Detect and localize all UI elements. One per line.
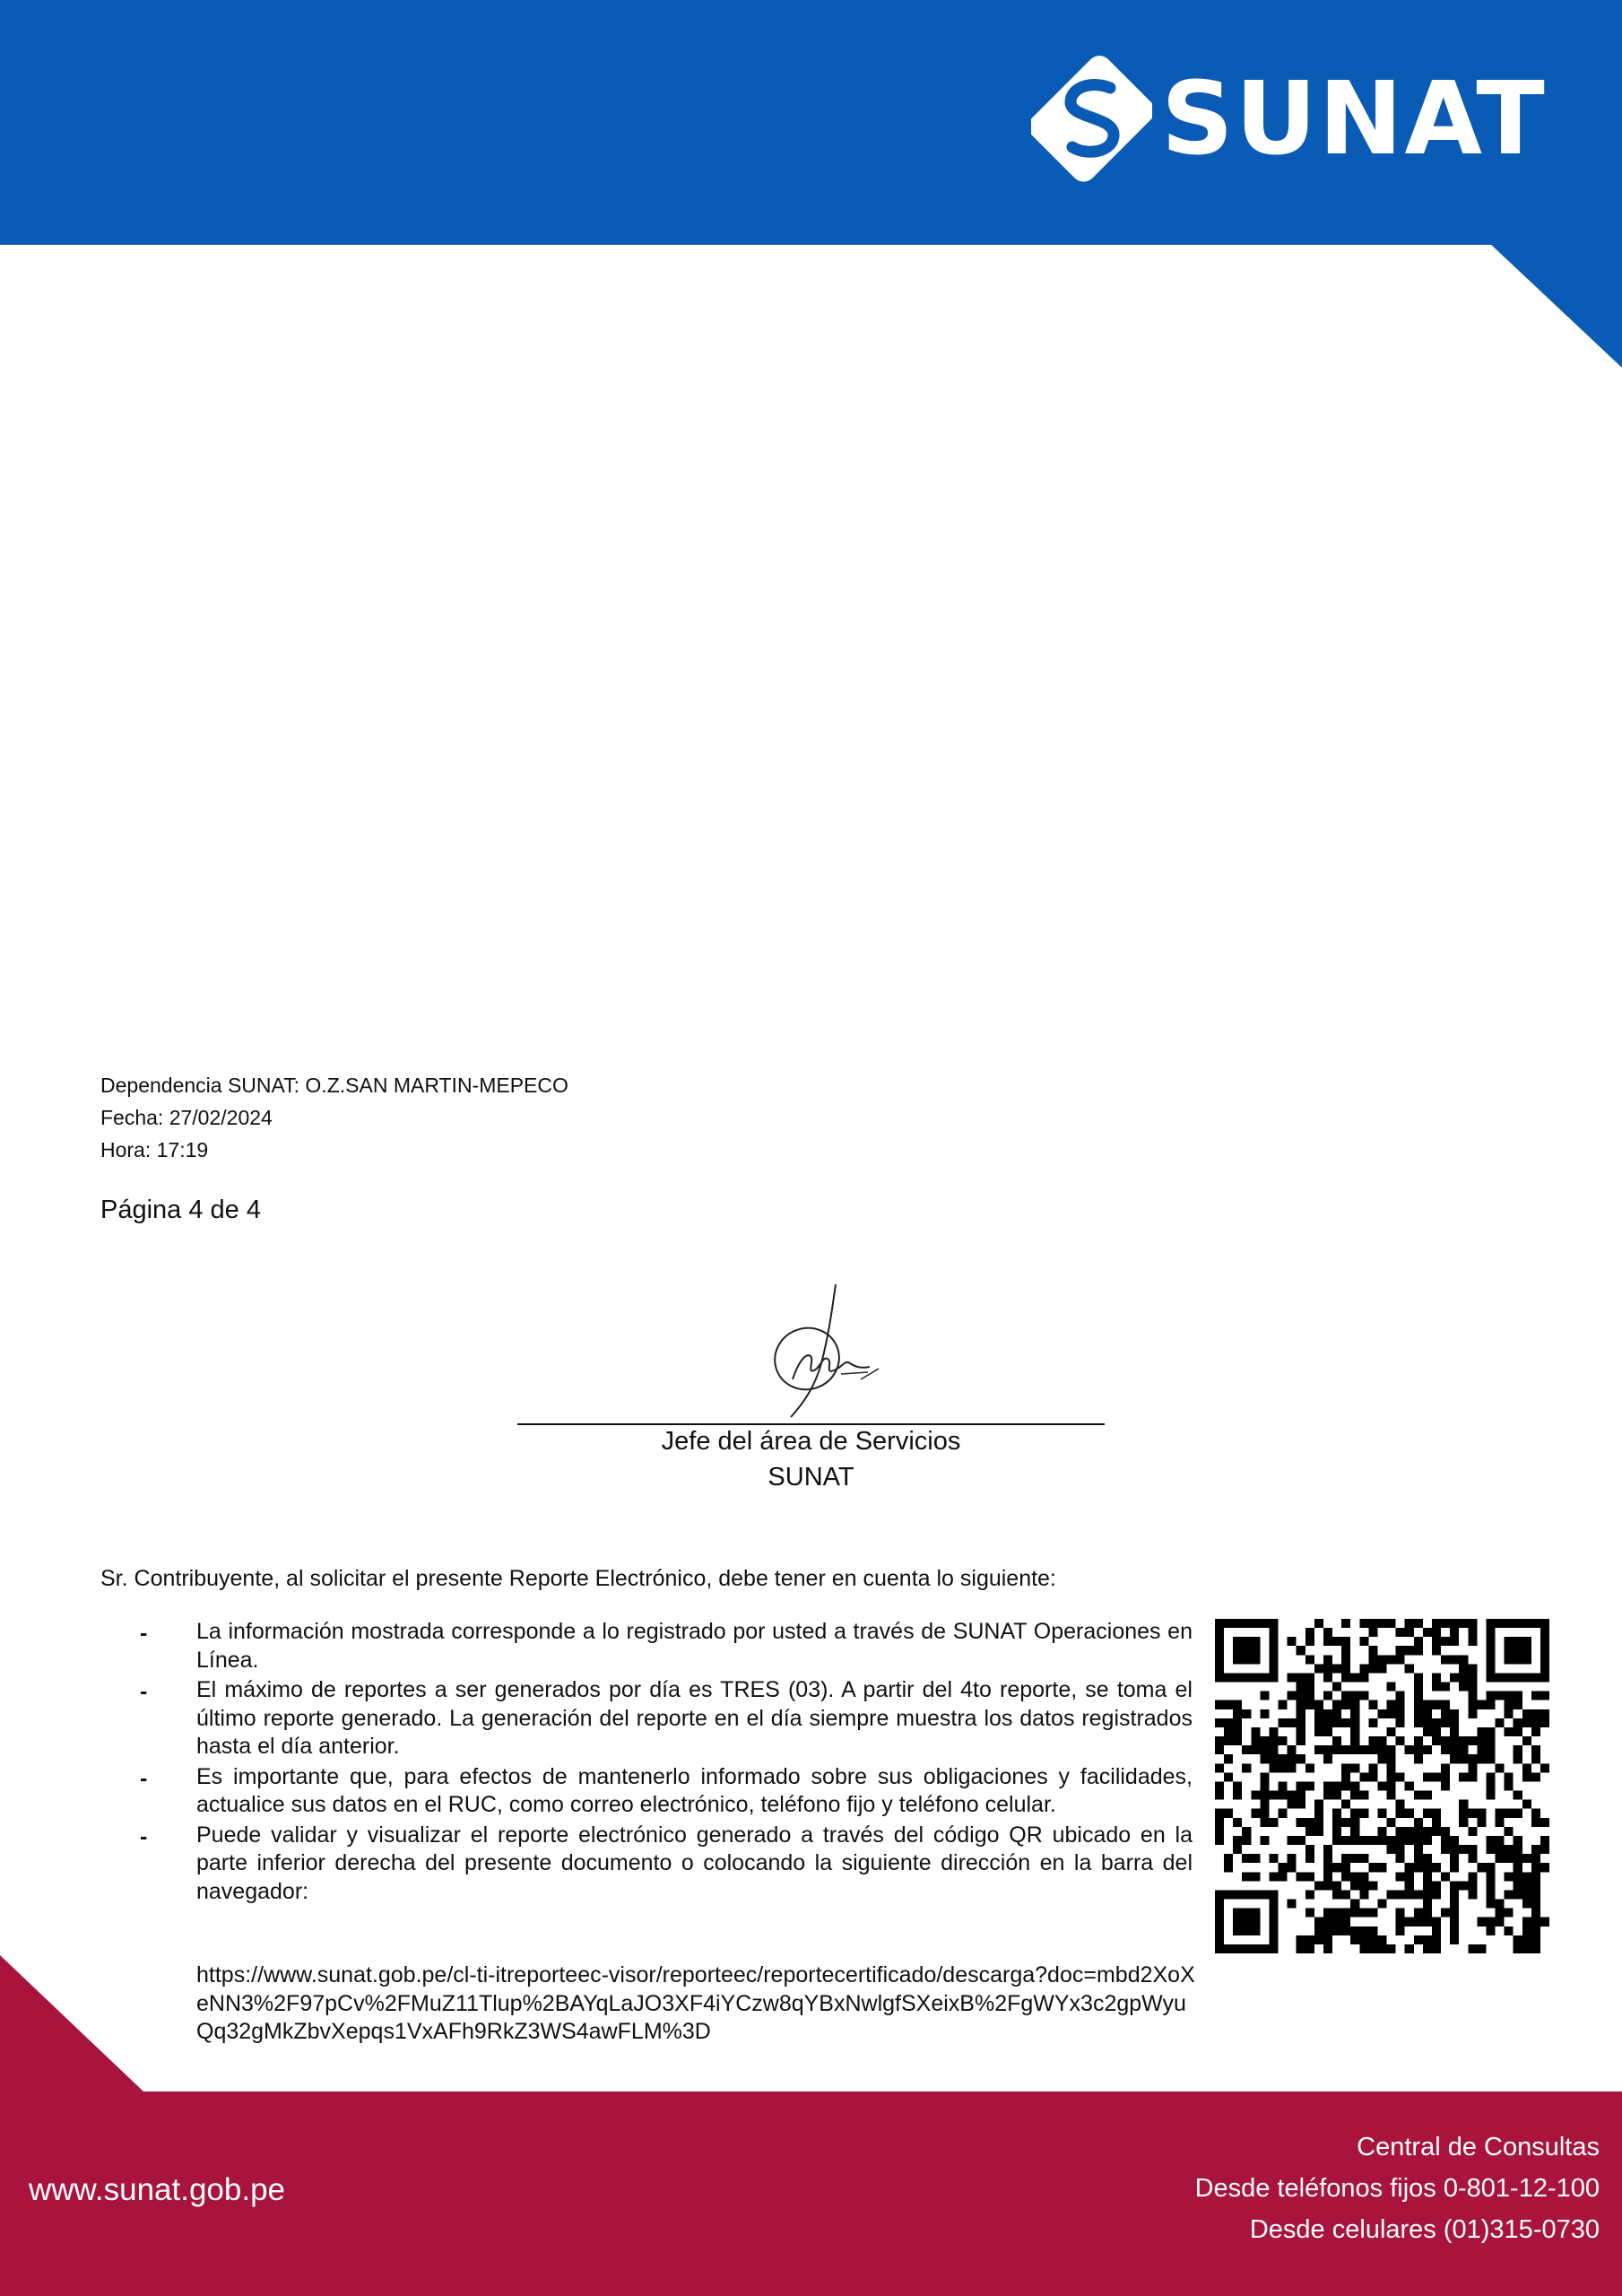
footer-central-label: Central de Consultas — [1357, 2133, 1600, 2161]
hora-text: Hora: 17:19 — [100, 1138, 209, 1161]
footer-website-link[interactable]: www.sunat.gob.pe — [29, 2172, 286, 2207]
page-number: Página 4 de 4 — [100, 1196, 261, 1224]
footer-phone-fixed: Desde teléfonos fijos 0-801-12-100 — [1194, 2174, 1600, 2203]
list-item-text: La información mostrada corresponde a lo registrado por usted a través de SUNAT Operaciones en Línea. — [196, 1619, 1193, 1673]
signature-title: Jefe del área de Servicios — [661, 1427, 961, 1456]
signature-org: SUNAT — [768, 1463, 854, 1492]
signature-image — [735, 1274, 897, 1426]
sunat-logo-text: SUNAT — [1161, 61, 1547, 178]
fecha-text: Fecha: 27/02/2024 — [100, 1106, 273, 1129]
signature-line — [517, 1423, 1105, 1425]
list-item — [100, 1822, 1193, 1907]
bullet-dash: - — [140, 1679, 148, 1704]
footer-band — [0, 1955, 1622, 2296]
validation-url[interactable]: https://www.sunat.gob.pe/cl-ti-itreporteec-visor/reporteec/reportecertificado/descarga?doc=mbd2XoXeNN3%2F97pCv%2FMuZ11Tlup%2BAYqLaJO3XF4iYCzw8qYBxNwlgfSXeixB%2FgWYx3c2gpWyuQq32gMkZbvXepqs1VxAFh9RkZ3WS4awFLM%3D — [196, 1962, 1195, 2044]
list-item-text: Es importante que, para efectos de mantenerlo informado sobre sus obligaciones y facilidades, actualice sus datos en el RUC, como correo electrónico, teléfono fijo y teléfono celular. — [196, 1763, 1193, 1817]
bullet-dash: - — [140, 1823, 148, 1849]
sunat-logo-icon — [1031, 45, 1152, 193]
footer-phone-mobile: Desde celulares (01)315-0730 — [1249, 2215, 1600, 2244]
qr-code-icon[interactable] — [1215, 1619, 1549, 1953]
list-item-text: El máximo de reportes a ser generados por día es TRES (03). A partir del 4to reporte, se toma el último reporte generado. La generación del reporte en el día siempre muestra los datos registrados hasta el día anterior. — [196, 1677, 1193, 1759]
notice-intro: Sr. Contribuyente, al solicitar el presente Reporte Electrónico, debe tener en cuenta lo siguiente: — [100, 1566, 1056, 1591]
list-item — [100, 1676, 1193, 1761]
list-item-text: Puede validar y visualizar el reporte electrónico generado a través del código QR ubicado en la parte inferior derecha del presente documento o colocando la siguiente dirección en la barra del navegador: — [196, 1822, 1193, 1904]
list-item — [100, 1763, 1193, 1820]
header-corner-triangle — [1488, 242, 1622, 368]
dependencia-text: Dependencia SUNAT: O.Z.SAN MARTIN-MEPECO — [100, 1074, 568, 1097]
sunat-logo — [1031, 45, 1547, 193]
bullet-dash: - — [140, 1621, 148, 1646]
notice-list — [100, 1618, 1193, 1908]
bullet-dash: - — [140, 1765, 148, 1791]
list-item — [100, 1618, 1193, 1674]
